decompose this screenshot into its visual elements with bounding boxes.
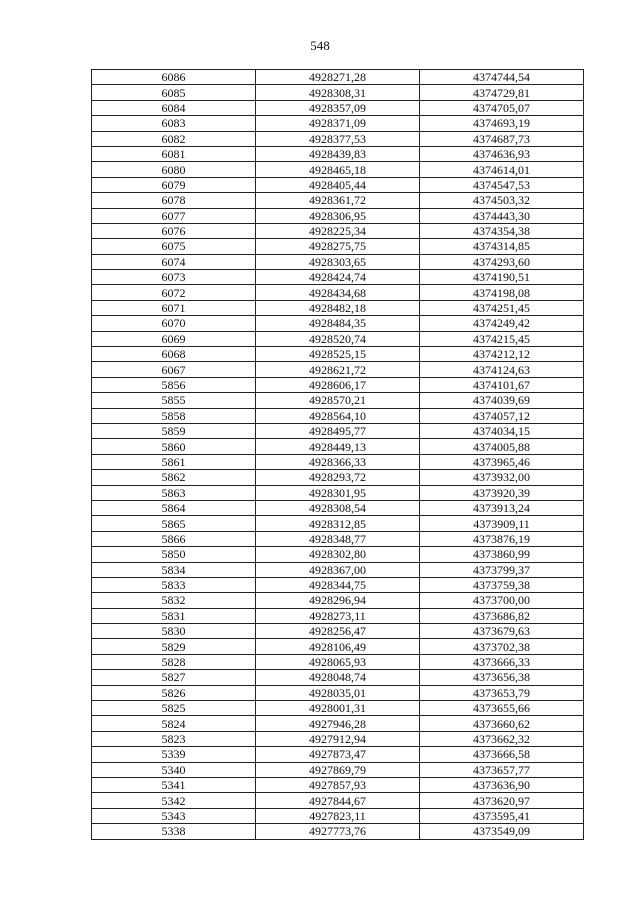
x-coordinate-cell: 4928371,09 <box>256 116 420 131</box>
y-coordinate-cell: 4374354,38 <box>420 223 584 238</box>
point-number-cell: 5340 <box>92 762 256 777</box>
table-row <box>92 593 584 608</box>
x-coordinate-cell: 4928301,95 <box>256 485 420 500</box>
y-coordinate-cell: 4373660,62 <box>420 716 584 731</box>
point-number-cell: 5864 <box>92 500 256 515</box>
y-coordinate-cell: 4374101,67 <box>420 377 584 392</box>
point-number-cell: 5831 <box>92 608 256 623</box>
table-row <box>92 347 584 362</box>
y-coordinate-cell: 4373876,19 <box>420 531 584 546</box>
table-row <box>92 747 584 762</box>
point-number-cell: 5833 <box>92 577 256 592</box>
x-coordinate-cell: 4928306,95 <box>256 208 420 223</box>
x-coordinate-cell: 4928621,72 <box>256 362 420 377</box>
table-row <box>92 362 584 377</box>
point-number-cell: 6068 <box>92 347 256 362</box>
x-coordinate-cell: 4928035,01 <box>256 685 420 700</box>
table-row <box>92 177 584 192</box>
y-coordinate-cell: 4374636,93 <box>420 146 584 161</box>
table-row <box>92 624 584 639</box>
x-coordinate-cell: 4928357,09 <box>256 100 420 115</box>
table-row <box>92 670 584 685</box>
point-number-cell: 5834 <box>92 562 256 577</box>
point-number-cell: 6082 <box>92 131 256 146</box>
point-number-cell: 6071 <box>92 300 256 315</box>
x-coordinate-cell: 4928271,28 <box>256 70 420 85</box>
table-row <box>92 639 584 654</box>
table-row <box>92 146 584 161</box>
y-coordinate-cell: 4374293,60 <box>420 254 584 269</box>
table-row <box>92 608 584 623</box>
x-coordinate-cell: 4928308,31 <box>256 85 420 100</box>
table-row <box>92 239 584 254</box>
point-number-cell: 6078 <box>92 193 256 208</box>
x-coordinate-cell: 4928434,68 <box>256 285 420 300</box>
table-row <box>92 731 584 746</box>
table-row <box>92 85 584 100</box>
y-coordinate-cell: 4374729,81 <box>420 85 584 100</box>
x-coordinate-cell: 4928312,85 <box>256 516 420 531</box>
y-coordinate-cell: 4373686,82 <box>420 608 584 623</box>
x-coordinate-cell: 4928303,65 <box>256 254 420 269</box>
x-coordinate-cell: 4928293,72 <box>256 470 420 485</box>
point-number-cell: 5826 <box>92 685 256 700</box>
point-number-cell: 6075 <box>92 239 256 254</box>
x-coordinate-cell: 4928348,77 <box>256 531 420 546</box>
table-row <box>92 408 584 423</box>
table-row <box>92 485 584 500</box>
x-coordinate-cell: 4928564,10 <box>256 408 420 423</box>
point-number-cell: 5828 <box>92 654 256 669</box>
y-coordinate-cell: 4374005,88 <box>420 439 584 454</box>
table-row <box>92 516 584 531</box>
y-coordinate-cell: 4374039,69 <box>420 393 584 408</box>
point-number-cell: 5865 <box>92 516 256 531</box>
point-number-cell: 5338 <box>92 824 256 839</box>
y-coordinate-cell: 4374124,63 <box>420 362 584 377</box>
table-row <box>92 685 584 700</box>
y-coordinate-cell: 4373679,63 <box>420 624 584 639</box>
x-coordinate-cell: 4928065,93 <box>256 654 420 669</box>
y-coordinate-cell: 4374190,51 <box>420 270 584 285</box>
point-number-cell: 5858 <box>92 408 256 423</box>
point-number-cell: 6076 <box>92 223 256 238</box>
y-coordinate-cell: 4374443,30 <box>420 208 584 223</box>
y-coordinate-cell: 4374314,85 <box>420 239 584 254</box>
table-row <box>92 439 584 454</box>
x-coordinate-cell: 4927857,93 <box>256 777 420 792</box>
point-number-cell: 6073 <box>92 270 256 285</box>
x-coordinate-cell: 4928001,31 <box>256 701 420 716</box>
table-row <box>92 793 584 808</box>
table-row <box>92 162 584 177</box>
point-number-cell: 6081 <box>92 146 256 161</box>
point-number-cell: 5825 <box>92 701 256 716</box>
table-row <box>92 577 584 592</box>
point-number-cell: 5862 <box>92 470 256 485</box>
y-coordinate-cell: 4374057,12 <box>420 408 584 423</box>
x-coordinate-cell: 4928366,33 <box>256 454 420 469</box>
table-row <box>92 454 584 469</box>
table-row <box>92 716 584 731</box>
point-number-cell: 5866 <box>92 531 256 546</box>
table-row <box>92 654 584 669</box>
table-row <box>92 777 584 792</box>
y-coordinate-cell: 4373595,41 <box>420 808 584 823</box>
table-row <box>92 131 584 146</box>
table-row <box>92 331 584 346</box>
point-number-cell: 5860 <box>92 439 256 454</box>
y-coordinate-cell: 4373759,38 <box>420 577 584 592</box>
y-coordinate-cell: 4373920,39 <box>420 485 584 500</box>
point-number-cell: 5829 <box>92 639 256 654</box>
y-coordinate-cell: 4374503,32 <box>420 193 584 208</box>
table-row <box>92 270 584 285</box>
x-coordinate-cell: 4928495,77 <box>256 423 420 438</box>
x-coordinate-cell: 4928344,75 <box>256 577 420 592</box>
point-number-cell: 6084 <box>92 100 256 115</box>
table-row <box>92 70 584 85</box>
x-coordinate-cell: 4927844,67 <box>256 793 420 808</box>
x-coordinate-cell: 4927946,28 <box>256 716 420 731</box>
point-number-cell: 5861 <box>92 454 256 469</box>
table-row <box>92 531 584 546</box>
point-number-cell: 6070 <box>92 316 256 331</box>
x-coordinate-cell: 4928405,44 <box>256 177 420 192</box>
y-coordinate-cell: 4373655,66 <box>420 701 584 716</box>
y-coordinate-cell: 4373666,58 <box>420 747 584 762</box>
y-coordinate-cell: 4373636,90 <box>420 777 584 792</box>
table-row <box>92 701 584 716</box>
point-number-cell: 6080 <box>92 162 256 177</box>
x-coordinate-cell: 4928273,11 <box>256 608 420 623</box>
table-row <box>92 193 584 208</box>
y-coordinate-cell: 4373700,00 <box>420 593 584 608</box>
y-coordinate-cell: 4373656,38 <box>420 670 584 685</box>
y-coordinate-cell: 4374215,45 <box>420 331 584 346</box>
point-number-cell: 6077 <box>92 208 256 223</box>
x-coordinate-cell: 4928296,94 <box>256 593 420 608</box>
point-number-cell: 6069 <box>92 331 256 346</box>
x-coordinate-cell: 4928482,18 <box>256 300 420 315</box>
x-coordinate-cell: 4928256,47 <box>256 624 420 639</box>
x-coordinate-cell: 4928106,49 <box>256 639 420 654</box>
x-coordinate-cell: 4927823,11 <box>256 808 420 823</box>
x-coordinate-cell: 4928439,83 <box>256 146 420 161</box>
y-coordinate-cell: 4373657,77 <box>420 762 584 777</box>
point-number-cell: 5823 <box>92 731 256 746</box>
x-coordinate-cell: 4928302,80 <box>256 547 420 562</box>
y-coordinate-cell: 4373702,38 <box>420 639 584 654</box>
point-number-cell: 5863 <box>92 485 256 500</box>
table-row <box>92 285 584 300</box>
table-row <box>92 316 584 331</box>
point-number-cell: 5855 <box>92 393 256 408</box>
table-row <box>92 470 584 485</box>
y-coordinate-cell: 4373799,37 <box>420 562 584 577</box>
coordinates-table-body <box>92 70 584 840</box>
table-row <box>92 116 584 131</box>
x-coordinate-cell: 4927773,76 <box>256 824 420 839</box>
point-number-cell: 5832 <box>92 593 256 608</box>
point-number-cell: 5830 <box>92 624 256 639</box>
table-row <box>92 300 584 315</box>
table-row <box>92 824 584 839</box>
y-coordinate-cell: 4374249,42 <box>420 316 584 331</box>
x-coordinate-cell: 4928377,53 <box>256 131 420 146</box>
point-number-cell: 5856 <box>92 377 256 392</box>
table-row <box>92 393 584 408</box>
point-number-cell: 6083 <box>92 116 256 131</box>
y-coordinate-cell: 4373965,46 <box>420 454 584 469</box>
table-row <box>92 423 584 438</box>
x-coordinate-cell: 4928484,35 <box>256 316 420 331</box>
point-number-cell: 5343 <box>92 808 256 823</box>
y-coordinate-cell: 4374687,73 <box>420 131 584 146</box>
table-row <box>92 254 584 269</box>
y-coordinate-cell: 4374212,12 <box>420 347 584 362</box>
table-row <box>92 762 584 777</box>
point-number-cell: 6079 <box>92 177 256 192</box>
table-row <box>92 377 584 392</box>
x-coordinate-cell: 4928424,74 <box>256 270 420 285</box>
y-coordinate-cell: 4374614,01 <box>420 162 584 177</box>
x-coordinate-cell: 4928449,13 <box>256 439 420 454</box>
y-coordinate-cell: 4373860,99 <box>420 547 584 562</box>
point-number-cell: 6074 <box>92 254 256 269</box>
point-number-cell: 6086 <box>92 70 256 85</box>
x-coordinate-cell: 4928225,34 <box>256 223 420 238</box>
y-coordinate-cell: 4374693,19 <box>420 116 584 131</box>
table-row <box>92 547 584 562</box>
page-number: 548 <box>310 38 330 53</box>
y-coordinate-cell: 4374744,54 <box>420 70 584 85</box>
y-coordinate-cell: 4374547,53 <box>420 177 584 192</box>
y-coordinate-cell: 4373666,33 <box>420 654 584 669</box>
x-coordinate-cell: 4927873,47 <box>256 747 420 762</box>
x-coordinate-cell: 4928308,54 <box>256 500 420 515</box>
x-coordinate-cell: 4928465,18 <box>256 162 420 177</box>
y-coordinate-cell: 4373932,00 <box>420 470 584 485</box>
x-coordinate-cell: 4928570,21 <box>256 393 420 408</box>
y-coordinate-cell: 4373662,32 <box>420 731 584 746</box>
x-coordinate-cell: 4928606,17 <box>256 377 420 392</box>
x-coordinate-cell: 4928048,74 <box>256 670 420 685</box>
point-number-cell: 6067 <box>92 362 256 377</box>
y-coordinate-cell: 4373909,11 <box>420 516 584 531</box>
x-coordinate-cell: 4928275,75 <box>256 239 420 254</box>
table-row <box>92 100 584 115</box>
point-number-cell: 5339 <box>92 747 256 762</box>
point-number-cell: 5342 <box>92 793 256 808</box>
y-coordinate-cell: 4373549,09 <box>420 824 584 839</box>
point-number-cell: 6085 <box>92 85 256 100</box>
y-coordinate-cell: 4373620,97 <box>420 793 584 808</box>
x-coordinate-cell: 4928520,74 <box>256 331 420 346</box>
point-number-cell: 5341 <box>92 777 256 792</box>
y-coordinate-cell: 4374034,15 <box>420 423 584 438</box>
table-row <box>92 808 584 823</box>
x-coordinate-cell: 4927912,94 <box>256 731 420 746</box>
coordinates-table <box>91 69 584 840</box>
y-coordinate-cell: 4373653,79 <box>420 685 584 700</box>
table-row <box>92 562 584 577</box>
x-coordinate-cell: 4928367,00 <box>256 562 420 577</box>
y-coordinate-cell: 4374705,07 <box>420 100 584 115</box>
point-number-cell: 5827 <box>92 670 256 685</box>
point-number-cell: 6072 <box>92 285 256 300</box>
point-number-cell: 5824 <box>92 716 256 731</box>
table-row <box>92 500 584 515</box>
y-coordinate-cell: 4374198,08 <box>420 285 584 300</box>
x-coordinate-cell: 4928361,72 <box>256 193 420 208</box>
point-number-cell: 5850 <box>92 547 256 562</box>
x-coordinate-cell: 4928525,15 <box>256 347 420 362</box>
y-coordinate-cell: 4374251,45 <box>420 300 584 315</box>
table-row <box>92 208 584 223</box>
x-coordinate-cell: 4927869,79 <box>256 762 420 777</box>
point-number-cell: 5859 <box>92 423 256 438</box>
y-coordinate-cell: 4373913,24 <box>420 500 584 515</box>
table-row <box>92 223 584 238</box>
